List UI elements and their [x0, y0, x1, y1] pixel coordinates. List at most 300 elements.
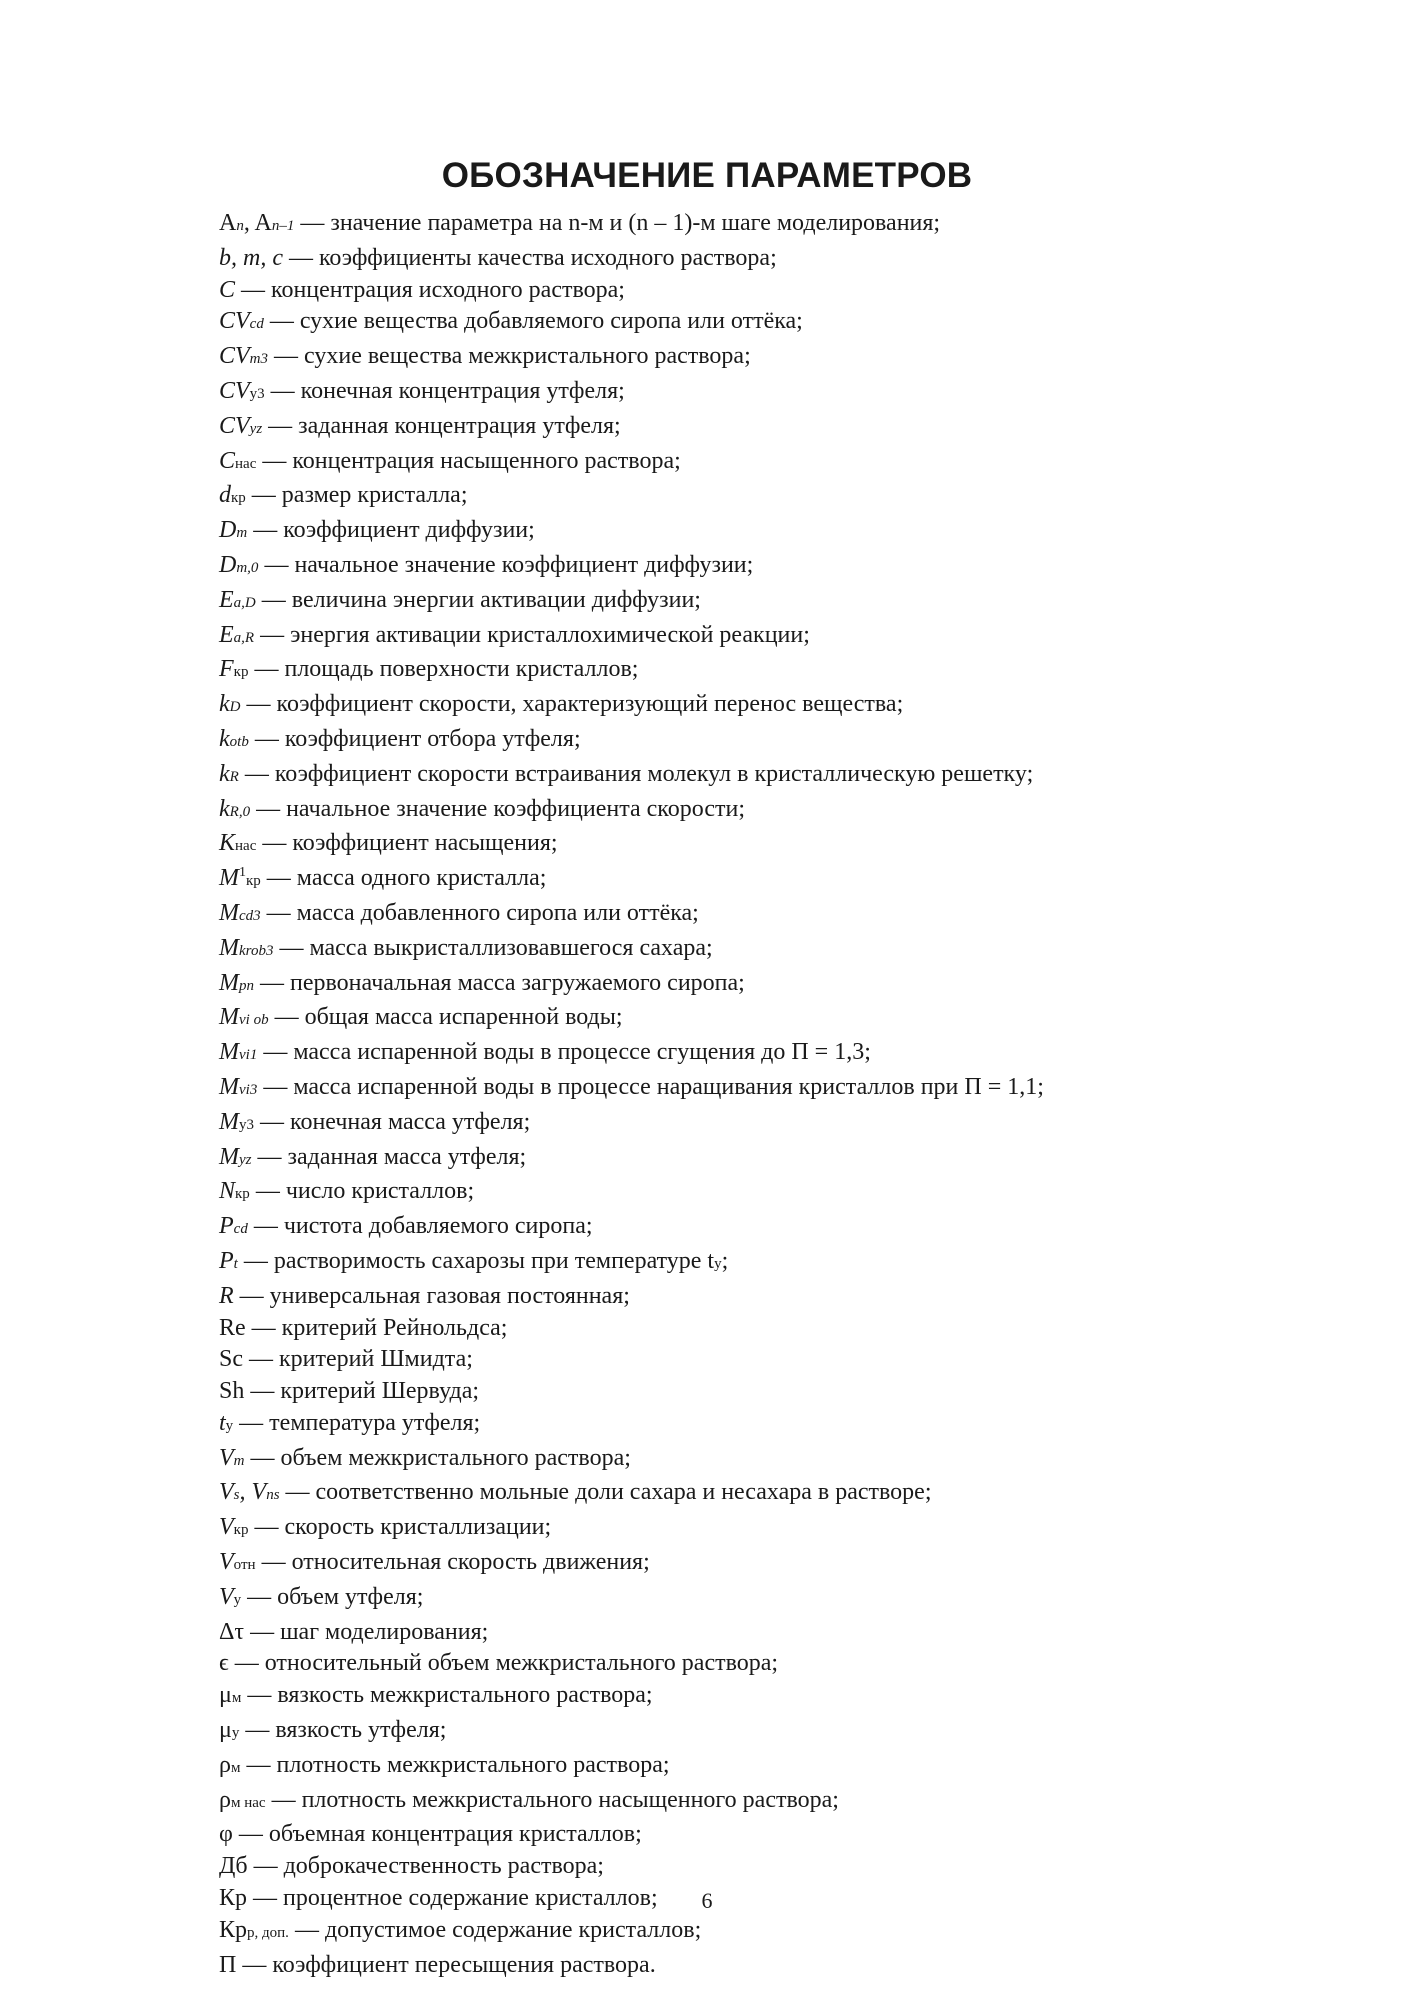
em-dash: —: [247, 517, 284, 544]
symbol-subscript: yz: [239, 1151, 252, 1168]
symbol-base: M: [219, 865, 239, 892]
symbol-subscript: krob3: [239, 942, 274, 959]
parameter-item: [219, 1715, 1319, 1750]
symbol-base: Sc: [219, 1346, 243, 1373]
parameter-description: относительный объем межкристального раствора;: [264, 1650, 779, 1677]
em-dash: —: [233, 1282, 270, 1309]
symbol-subscript: ns: [266, 1487, 280, 1504]
parameter-description: процентное содержание кристаллов;: [283, 1885, 658, 1912]
symbol-subscript: pn: [239, 977, 254, 994]
symbol-base: M: [219, 1004, 239, 1031]
parameter-symbol: [219, 1378, 244, 1404]
parameter-symbol: [219, 1004, 269, 1030]
em-dash: —: [237, 1247, 274, 1274]
parameter-item: [219, 654, 1319, 689]
parameter-description: заданная масса утфеля;: [287, 1143, 527, 1170]
parameter-description: площадь поверхности кристаллов;: [284, 656, 639, 683]
em-dash: —: [256, 830, 293, 857]
symbol-subscript: нас: [235, 838, 257, 855]
symbol-subscript: vi3: [239, 1081, 258, 1098]
parameter-item: [219, 1477, 1319, 1512]
em-dash: —: [233, 1409, 270, 1436]
em-dash: —: [248, 725, 285, 752]
parameter-item: [219, 306, 1319, 341]
parameter-item: [219, 1819, 1319, 1851]
parameter-symbol: [219, 1787, 266, 1813]
parameter-description: масса испаренной воды в процессе сгущения до П = 1,3;: [293, 1039, 871, 1066]
em-dash: —: [243, 1346, 279, 1373]
parameter-item: [219, 1408, 1319, 1443]
symbol-subscript: у3: [249, 385, 265, 402]
parameter-description: критерий Рейнольдса;: [281, 1314, 508, 1341]
parameter-description: плотность межкристального насыщенного раствора;: [301, 1786, 839, 1813]
parameter-item: [219, 446, 1319, 481]
parameter-symbol: [219, 1952, 236, 1978]
parameter-item: [219, 1281, 1319, 1313]
parameter-item: [219, 1851, 1319, 1883]
parameter-item: [219, 1072, 1319, 1107]
parameter-symbol: [219, 970, 254, 996]
description-tail: ;: [721, 1247, 729, 1274]
parameter-description: начальное значение коэффициент диффузии;: [294, 551, 754, 578]
symbol-base: M: [219, 1039, 239, 1066]
em-dash: —: [239, 1717, 276, 1744]
symbol-base: V: [219, 1514, 234, 1541]
symbol-base: ρ: [219, 1786, 231, 1813]
symbol-subscript: р, доп.: [247, 1924, 289, 1941]
parameter-item: [219, 1313, 1319, 1345]
symbol-subscript: кр: [233, 664, 249, 681]
parameter-item: [219, 1002, 1319, 1037]
parameter-description: вязкость межкристального раствора;: [277, 1682, 653, 1709]
symbol-base: N: [219, 1178, 236, 1205]
parameter-item: [219, 828, 1319, 863]
symbol-base: M: [219, 1143, 239, 1170]
parameter-description: конечная масса утфеля;: [290, 1108, 531, 1135]
page-number: 6: [701, 1888, 713, 1913]
parameter-symbol: [219, 656, 248, 682]
symbol-base: ρ: [219, 1751, 231, 1778]
parameter-description: растворимость сахарозы при температуре t: [273, 1247, 715, 1274]
em-dash: —: [268, 343, 305, 370]
em-dash: —: [240, 691, 277, 718]
em-dash: —: [247, 1885, 284, 1912]
em-dash: —: [257, 1073, 294, 1100]
symbol-base: Кр: [219, 1916, 248, 1943]
em-dash: —: [254, 621, 291, 648]
em-dash: —: [244, 1444, 281, 1471]
parameter-item: [219, 1915, 1319, 1950]
symbol-base: V: [219, 1444, 234, 1471]
em-dash: —: [245, 482, 282, 509]
parameter-description: шаг моделирования;: [280, 1618, 489, 1645]
em-dash: —: [244, 1378, 281, 1405]
description-subscript: у: [714, 1255, 722, 1272]
parameter-symbol: [219, 900, 261, 926]
em-dash: —: [241, 1583, 278, 1610]
symbol-base: F: [219, 656, 234, 683]
parameter-description: масса одного кристалла;: [296, 865, 547, 892]
parameter-item: [219, 620, 1319, 655]
parameter-symbol: [219, 1315, 246, 1341]
parameter-item: [219, 1344, 1319, 1376]
symbol-subscript: у: [225, 1417, 234, 1434]
parameter-symbol: [219, 1445, 245, 1471]
em-dash: —: [247, 1213, 284, 1240]
symbol-subscript: нас: [235, 455, 257, 472]
symbol-base: C: [219, 276, 236, 303]
parameter-symbol: [219, 1213, 248, 1239]
symbol-subscript: м нас: [230, 1794, 266, 1811]
parameter-symbol: [219, 1248, 238, 1274]
parameter-item: [219, 898, 1319, 933]
parameter-description: концентрация насыщенного раствора;: [292, 447, 681, 474]
symbol-subscript: m: [236, 525, 248, 542]
parameter-symbol: [219, 1853, 248, 1879]
parameter-description: вязкость утфеля;: [275, 1717, 447, 1744]
parameter-item: [219, 1547, 1319, 1582]
parameter-symbol: [219, 1410, 233, 1436]
parameter-description: плотность межкристального раствора;: [276, 1751, 670, 1778]
symbol-subscript: s: [233, 1487, 240, 1504]
symbol-base: Δτ: [219, 1618, 245, 1645]
em-dash: —: [232, 1821, 269, 1848]
symbol-subscript: a,D: [233, 594, 256, 611]
symbol-subscript: cd: [249, 316, 264, 333]
parameter-item: [219, 1176, 1319, 1211]
parameter-description: первоначальная масса загружаемого сиропа;: [290, 969, 745, 996]
parameter-item: [219, 480, 1319, 515]
parameter-item: [219, 1582, 1319, 1617]
parameter-item: [219, 863, 1319, 898]
em-dash: —: [257, 1039, 294, 1066]
parameter-item: [219, 759, 1319, 794]
parameter-symbol: [219, 1346, 243, 1372]
symbol-base: b, m, c: [219, 244, 283, 271]
symbol-base: μ: [219, 1717, 232, 1744]
parameter-symbol: [219, 1682, 241, 1708]
parameter-symbol: [219, 761, 239, 787]
parameter-symbol: [219, 378, 265, 404]
em-dash: —: [260, 899, 297, 926]
em-dash: —: [241, 1682, 278, 1709]
parameter-symbol: [219, 343, 268, 369]
parameter-description: чистота добавляемого сиропа;: [283, 1213, 593, 1240]
parameter-list: [219, 208, 1319, 1981]
parameter-item: [219, 689, 1319, 724]
symbol-base: E: [219, 586, 234, 613]
parameter-description: коэффициент скорости, характеризующий перенос вещества;: [276, 691, 904, 718]
parameter-item: [219, 1950, 1319, 1982]
parameter-description: коэффициент пересыщения раствора.: [272, 1951, 656, 1978]
em-dash: —: [256, 447, 293, 474]
symbol-subscript: R,0: [229, 803, 251, 820]
symbol-base: C: [219, 447, 236, 474]
em-dash: —: [264, 377, 301, 404]
parameter-description: конечная концентрация утфеля;: [300, 377, 625, 404]
parameter-description: коэффициент диффузии;: [283, 517, 535, 544]
em-dash: —: [263, 308, 300, 335]
em-dash: —: [262, 412, 299, 439]
parameter-item: [219, 515, 1319, 550]
symbol-base: V: [219, 1549, 234, 1576]
parameter-item: [219, 968, 1319, 1003]
symbol-base: M: [219, 899, 239, 926]
parameter-item: [219, 208, 1319, 243]
symbol-subscript: otb: [229, 733, 249, 750]
em-dash: —: [282, 244, 319, 271]
symbol-base: A: [219, 210, 237, 236]
parameter-item: [219, 1107, 1319, 1142]
em-dash: —: [268, 1004, 305, 1031]
symbol-base: K: [219, 830, 236, 857]
symbol-base: M: [219, 969, 239, 996]
parameter-description: сухие вещества межкристального раствора;: [304, 343, 751, 370]
parameter-item: [219, 1680, 1319, 1715]
symbol-base: D: [219, 551, 237, 578]
parameter-item: [219, 376, 1319, 411]
parameter-symbol: [219, 552, 258, 578]
em-dash: —: [249, 1178, 286, 1205]
symbol-subscript: n–1: [271, 218, 295, 234]
parameter-item: [219, 550, 1319, 585]
parameter-item: [219, 1142, 1319, 1177]
parameter-description: масса испаренной воды в процессе наращивания кристаллов при П = 1,1;: [293, 1073, 1044, 1100]
symbol-base: CV: [219, 412, 250, 439]
symbol-base: M: [219, 934, 239, 961]
em-dash: —: [279, 1479, 316, 1506]
parameter-description: масса добавленного сиропа или оттёка;: [296, 899, 699, 926]
parameter-symbol: [219, 865, 261, 891]
symbol-subscript: у3: [239, 1116, 254, 1133]
parameter-description: критерий Шервуда;: [280, 1378, 480, 1405]
symbol-subscript: м: [231, 1690, 242, 1707]
parameter-item: [219, 275, 1319, 307]
parameter-item: [219, 1246, 1319, 1281]
symbol-subscript: n: [236, 218, 244, 234]
em-dash: —: [235, 276, 272, 303]
parameter-symbol: [219, 1717, 239, 1743]
em-dash: —: [248, 1514, 285, 1541]
parameter-item: [219, 585, 1319, 620]
parameter-symbol: [219, 517, 247, 543]
parameter-item: [219, 243, 1319, 275]
parameter-description: концентрация исходного раствора;: [271, 276, 625, 303]
symbol-base: CV: [219, 377, 250, 404]
em-dash: —: [258, 551, 295, 578]
parameter-item: [219, 1376, 1319, 1408]
parameter-item: [219, 1785, 1319, 1820]
symbol-base: k: [219, 760, 230, 787]
symbol-subscript: a,R: [233, 629, 255, 646]
parameter-item: [219, 411, 1319, 446]
symbol-base: V: [219, 1479, 234, 1506]
parameter-symbol: [219, 726, 249, 752]
parameter-item: [219, 341, 1319, 376]
parameter-symbol: [219, 1039, 257, 1065]
parameter-symbol: [219, 245, 283, 271]
em-dash: —: [248, 656, 285, 683]
parameter-description: заданная концентрация утфеля;: [298, 412, 621, 439]
parameter-symbol: [219, 1821, 233, 1847]
symbol-base: M: [219, 1108, 239, 1135]
symbol-subscript: yz: [249, 420, 263, 437]
parameter-item: [219, 1512, 1319, 1547]
symbol-subscript: кр: [233, 1522, 249, 1539]
parameter-symbol: [219, 1178, 250, 1204]
parameter-description: критерий Шмидта;: [279, 1346, 473, 1373]
parameter-description: объемная концентрация кристаллов;: [268, 1821, 642, 1848]
parameter-description: сухие вещества добавляемого сиропа или оттёка;: [299, 308, 803, 335]
symbol-subscript: отн: [233, 1557, 256, 1574]
em-dash: —: [260, 865, 297, 892]
parameter-description: масса выкристаллизовавшегося сахара;: [309, 934, 713, 961]
symbol-superscript: 1: [239, 865, 246, 881]
symbol-base: μ: [219, 1682, 232, 1709]
parameter-description: начальное значение коэффициента скорости;: [286, 795, 745, 822]
symbol-subscript: m,0: [236, 559, 259, 576]
parameter-description: величина энергии активации диффузии;: [291, 586, 701, 613]
parameter-symbol: [219, 1549, 256, 1575]
symbol-base: ϵ: [219, 1650, 229, 1677]
parameter-description: температура утфеля;: [269, 1409, 481, 1436]
symbol-base: E: [219, 621, 234, 648]
page-title: ОБОЗНАЧЕНИЕ ПАРАМЕТРОВ: [441, 156, 973, 196]
parameter-symbol: [219, 413, 262, 439]
em-dash: —: [254, 1108, 290, 1135]
parameter-description: коэффициент насыщения;: [292, 830, 558, 857]
parameter-item: [219, 1750, 1319, 1785]
symbol-subscript: кр: [246, 873, 261, 890]
em-dash: —: [238, 760, 275, 787]
symbol-subscript: D: [229, 699, 241, 716]
symbol-subscript: у: [231, 1725, 240, 1742]
parameter-symbol: [219, 622, 254, 648]
parameter-symbol: [219, 482, 246, 508]
parameter-description: относительная скорость движения;: [291, 1549, 650, 1576]
em-dash: —: [250, 795, 287, 822]
parameter-item: [219, 1648, 1319, 1680]
parameter-symbol: [219, 1650, 229, 1676]
parameter-symbol: [219, 448, 256, 474]
symbol-base: M: [219, 1073, 239, 1100]
em-dash: —: [236, 1951, 273, 1978]
parameter-symbol: [219, 1144, 252, 1170]
parameter-description: допустимое содержание кристаллов;: [324, 1916, 702, 1943]
symbol-base: P: [219, 1213, 234, 1240]
parameter-description: размер кристалла;: [281, 482, 468, 509]
symbol-base: P: [219, 1247, 234, 1274]
symbol-subscript: R: [229, 768, 239, 785]
parameter-symbol: [219, 691, 241, 717]
parameter-item: [219, 724, 1319, 759]
parameter-symbol: [219, 1074, 257, 1100]
em-dash: —: [254, 969, 290, 996]
symbol-base: t: [219, 1409, 226, 1436]
parameter-symbol: [219, 1619, 244, 1645]
symbol-base: k: [219, 725, 230, 752]
parameter-symbol: [219, 1584, 241, 1610]
symbol-subscript: м: [230, 1759, 241, 1776]
parameter-symbol: [219, 1283, 234, 1309]
em-dash: —: [247, 1853, 284, 1880]
parameter-description: скорость кристаллизации;: [284, 1514, 552, 1541]
symbol-base: Re: [219, 1314, 246, 1341]
symbol-base: Sh: [219, 1378, 245, 1405]
symbol-base: Кр: [219, 1885, 248, 1912]
symbol-subscript: vi ob: [239, 1012, 269, 1029]
symbol-subscript: cd: [233, 1221, 248, 1238]
parameter-description: число кристаллов;: [285, 1178, 475, 1205]
parameter-description: соответственно мольные доли сахара и несахара в растворе;: [315, 1479, 932, 1506]
parameter-item: [219, 1211, 1319, 1246]
symbol-subscript: cd3: [239, 907, 261, 924]
parameter-symbol: [219, 277, 235, 303]
parameter-item: [219, 1443, 1319, 1478]
symbol-base: CV: [219, 343, 250, 370]
em-dash: —: [244, 1618, 281, 1645]
symbol-subscript: кр: [235, 1186, 250, 1203]
symbol-base: k: [219, 795, 230, 822]
symbol-subscript: m: [233, 1452, 245, 1469]
em-dash: —: [251, 1143, 288, 1170]
parameter-description: энергия активации кристаллохимической реакции;: [290, 621, 810, 648]
parameter-description: универсальная газовая постоянная;: [269, 1282, 630, 1309]
em-dash: —: [228, 1650, 265, 1677]
em-dash: —: [294, 210, 331, 236]
parameter-symbol: [219, 587, 256, 613]
symbol-base: , A: [243, 210, 272, 236]
parameter-item: [219, 1617, 1319, 1649]
em-dash: —: [255, 1549, 292, 1576]
symbol-base: П: [219, 1951, 237, 1978]
em-dash: —: [273, 934, 310, 961]
parameter-description: коэффициенты качества исходного раствора;: [318, 244, 777, 271]
symbol-base: k: [219, 691, 230, 718]
symbol-base: V: [219, 1583, 234, 1610]
parameter-symbol: [219, 1514, 248, 1540]
em-dash: —: [255, 586, 292, 613]
symbol-base: R: [219, 1282, 234, 1309]
em-dash: —: [240, 1751, 277, 1778]
parameter-item: [219, 794, 1319, 829]
symbol-base: φ: [219, 1821, 233, 1848]
parameter-description: коэффициент отбора утфеля;: [284, 725, 581, 752]
em-dash: —: [265, 1786, 302, 1813]
symbol-subscript: у: [233, 1591, 242, 1608]
symbol-base: CV: [219, 308, 250, 335]
parameter-item: [219, 933, 1319, 968]
parameter-symbol: [219, 935, 273, 961]
parameter-description: значение параметра на n-м и (n – 1)-м шаге моделирования;: [330, 210, 941, 236]
symbol-base: Дб: [219, 1853, 248, 1880]
parameter-symbol: [219, 830, 256, 856]
symbol-subscript: vi1: [239, 1047, 258, 1064]
symbol-subscript: t: [233, 1255, 238, 1272]
symbol-subscript: m3: [249, 351, 269, 368]
parameter-symbol: [219, 1479, 280, 1505]
parameter-description: объем утфеля;: [277, 1583, 424, 1610]
parameter-description: доброкачественность раствора;: [283, 1853, 604, 1880]
em-dash: —: [288, 1916, 325, 1943]
parameter-description: объем межкристального раствора;: [280, 1444, 631, 1471]
parameter-symbol: [219, 796, 250, 822]
symbol-subscript: кр: [231, 490, 246, 507]
parameter-description: общая масса испаренной воды;: [304, 1004, 623, 1031]
parameter-symbol: [219, 1752, 240, 1778]
symbol-base: d: [219, 482, 231, 509]
em-dash: —: [245, 1314, 282, 1341]
